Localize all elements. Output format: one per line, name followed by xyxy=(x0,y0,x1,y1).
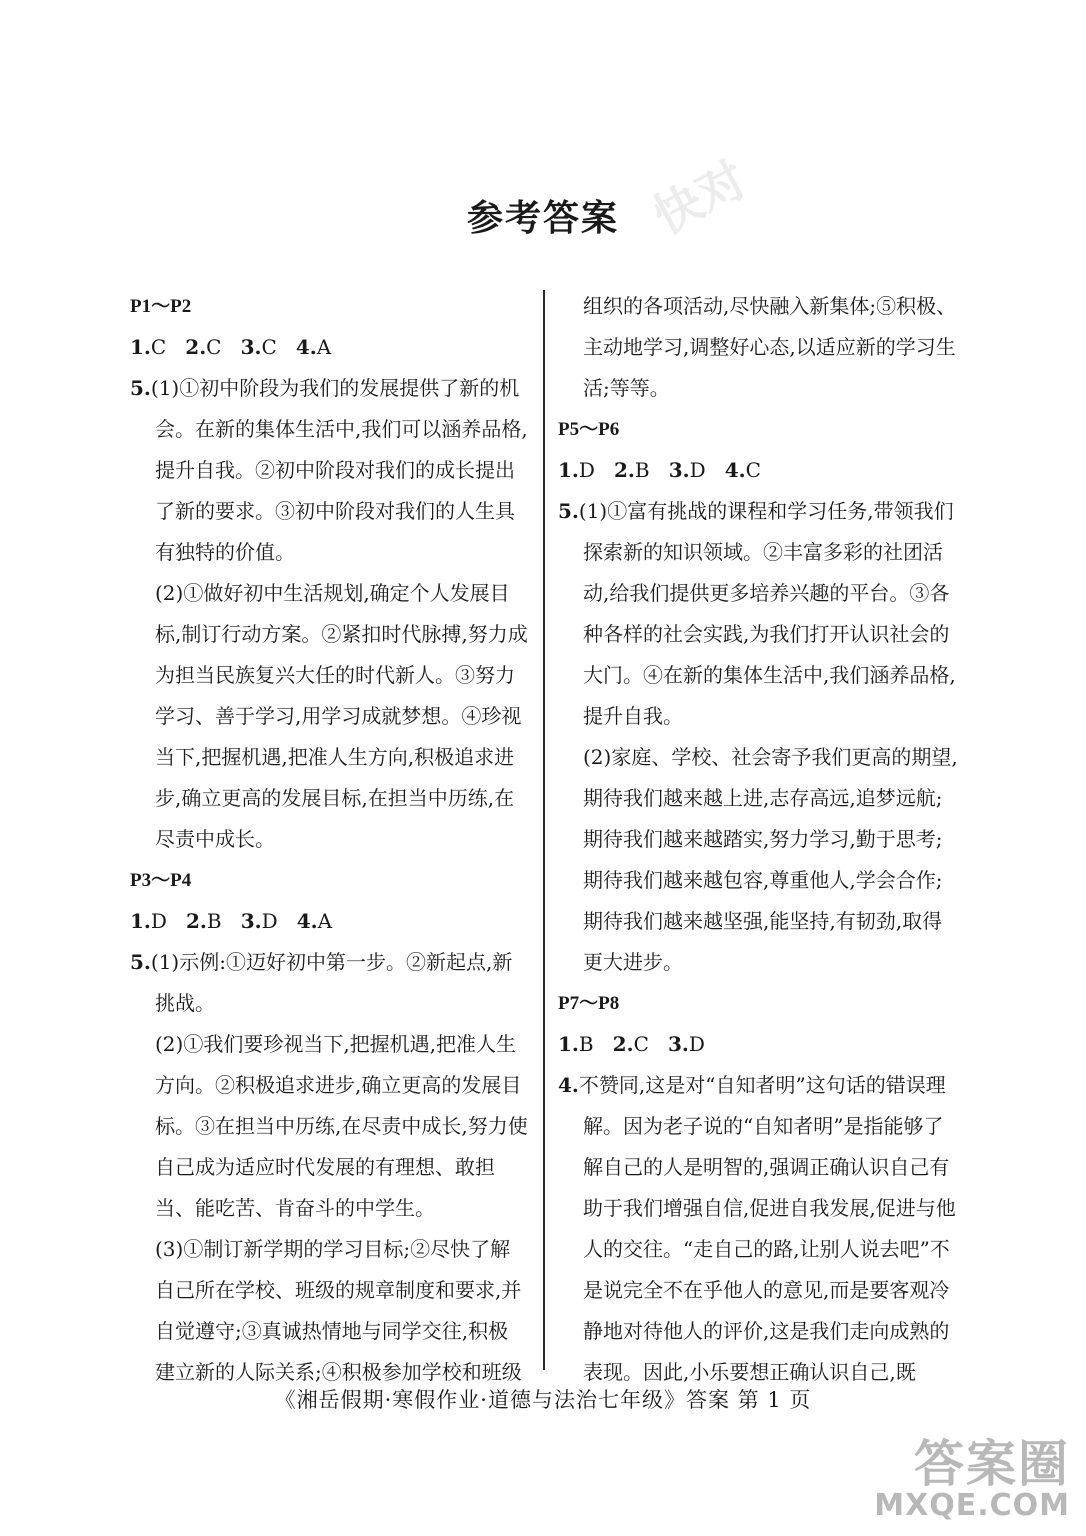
section-heading-p3-p4: P3～P4 xyxy=(130,870,192,891)
page-title: 参考答案 xyxy=(466,197,619,239)
answer-paragraph: 5.(1)示例:①迈好初中第一步。②新起点,新挑战。 xyxy=(130,950,513,1015)
watermark-url: MXQE.COM xyxy=(874,1488,1070,1523)
mc-answers-p3-p4: 1.D 2.B 3.D 4.A xyxy=(130,909,333,933)
section-heading-p5-p6: P5～P6 xyxy=(558,419,620,440)
site-watermark xyxy=(874,1435,1070,1523)
answer-paragraph: (2)①我们要珍视当下,把握机遇,把准人生方向。②积极追求进步,确立更高的发展目标。③在担当中历练,在尽责中成长,努力使自己成为适应时代发展的有理想、敢担当、能吃苦、肯奋斗的中学生。 xyxy=(155,1032,528,1220)
answer-paragraph: (2)家庭、学校、社会寄予我们更高的期望,期待我们越来越上进,志存高远,追梦远航;期待我们越来越踏实,努力学习,勤于思考;期待我们越来越包容,尊重他人,学会合作;期待我们越来越坚强,能坚持,有韧劲,取得更大进步。 xyxy=(583,745,958,974)
answer-paragraph: 5.(1)①初中阶段为我们的发展提供了新的机会。在新的集体生活中,我们可以涵养品格,提升自我。②初中阶段对我们的成长提出了新的要求。③初中阶段对我们的人生具有独特的价值。 xyxy=(130,376,528,564)
section-heading-p7-p8: P7～P8 xyxy=(558,993,620,1014)
answer-paragraph: (3)①制订新学期的学习目标;②尽快了解自己所在学校、班级的规章制度和要求,并自觉遵守;③真诚热情地与同学交往,积极建立新的人际关系;④积极参加学校和班级 xyxy=(155,1237,522,1384)
answer-paragraph: 5.(1)①富有挑战的课程和学习任务,带领我们探索新的知识领域。②丰富多彩的社团活动,给我们提供更多培养兴趣的平台。③各种各样的社会实践,为我们打开认识社会的大门。④在新的集体生活中,我们涵养品格,提升自我。 xyxy=(558,499,956,728)
mc-answers-p1-p2: 1.C 2.C 3.C 4.A xyxy=(130,335,332,359)
mc-answers-p7-p8: 1.B 2.C 3.D xyxy=(558,1032,705,1056)
right-column xyxy=(558,286,962,1393)
faint-watermark: 快对 xyxy=(644,151,756,246)
mc-answers-p5-p6: 1.D 2.B 3.D 4.C xyxy=(558,458,761,482)
column-divider xyxy=(543,290,545,1370)
watermark-logo: 答案圈 xyxy=(914,1435,1070,1493)
page-footer: 《湘岳假期·寒假作业·道德与法治七年级》答案 第 1 页 xyxy=(274,1388,812,1412)
answer-paragraph: 4.不赞同,这是对“自知者明”这句话的错误理解。因为老子说的“自知者明”是指能够了解自己的人是明智的,强调正确认识自己有助于我们增强自信,促进自我发展,促进与他人的交往。“走自己的路,让别人说去吧”不是说完全不在乎他人的意见,而是要客观冷静地对待他人的评价,这是我们走向成熟的表现。因此,小乐要想正确认识自己,既 xyxy=(558,1073,956,1384)
answer-paragraph: (2)①做好初中生活规划,确定个人发展目标,制订行动方案。②紧扣时代脉搏,努力成为担当民族复兴大任的时代新人。③努力学习、善于学习,用学习成就梦想。④珍视当下,把握机遇,把准人生方向,积极追求进步,确立更高的发展目标,在担当中历练,在尽责中成长。 xyxy=(155,581,528,851)
answer-paragraph: 组织的各项活动,尽快融入新集体;⑤积极、主动地学习,调整好心态,以适应新的学习生活;等等。 xyxy=(583,294,957,400)
section-heading-p1-p2: P1～P2 xyxy=(130,296,192,317)
left-column xyxy=(130,286,528,1393)
